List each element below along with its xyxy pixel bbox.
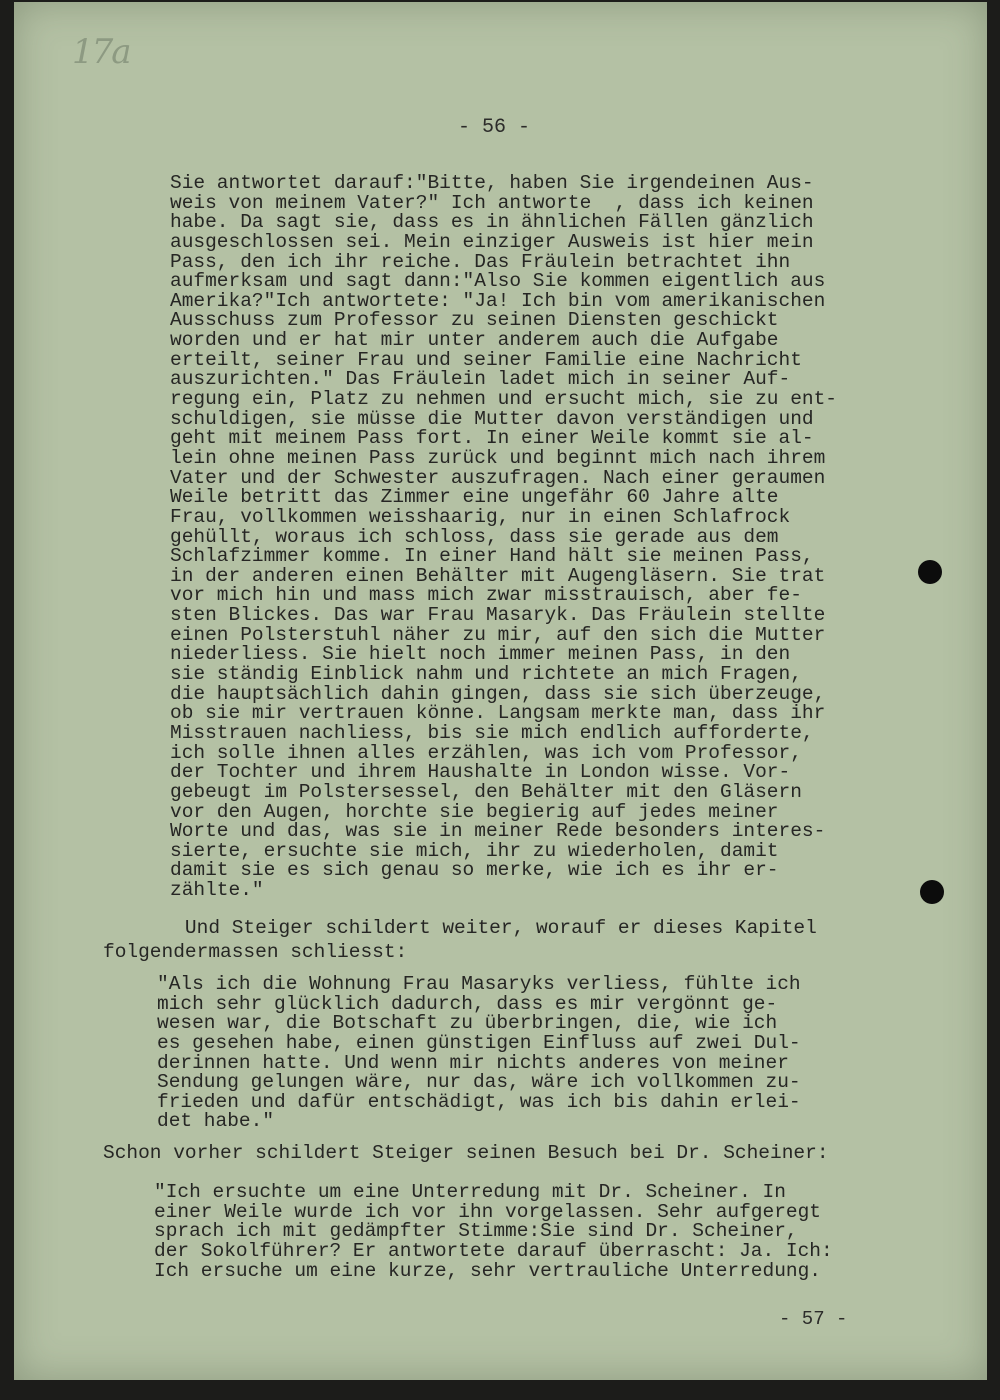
text-line: vor mich hin und mass mich zwar misstrauisch, aber fe- <box>170 584 802 607</box>
text-line: es gesehen habe, einen günstigen Einfluss auf zwei Dul- <box>157 1031 801 1054</box>
text-line: geht mit meinem Pass fort. In einer Weile kommt sie al- <box>170 427 814 450</box>
text-line: einer Weile wurde ich vor ihn vorgelassen. Sehr aufgeregt <box>154 1200 822 1223</box>
text-line: der Tochter und ihrem Haushalte in London wisse. Vor- <box>170 761 791 784</box>
text-line: folgendermassen schliesst: <box>103 941 408 963</box>
text-line: "Ich ersuchte um eine Unterredung mit Dr. Scheiner. In <box>154 1181 786 1203</box>
text-line: Und Steiger schildert weiter, worauf er dieses Kapitel <box>103 917 817 939</box>
paragraph-transition <box>103 916 817 964</box>
text-line: regung ein, Platz zu nehmen und ersucht mich, sie zu ent- <box>170 388 838 411</box>
quote-scheiner-visit <box>154 1183 833 1281</box>
text-line: damit sie es sich genau so merke, wie ich es ihr er- <box>170 859 779 882</box>
text-line: det habe." <box>157 1110 275 1133</box>
text-line: habe. Da sagt sie, dass es in ähnlichen Fällen gänzlich <box>170 211 814 234</box>
paragraph-main <box>170 174 837 901</box>
text-line: Misstrauen nachliess, bis sie mich endlich aufforderte, <box>170 721 814 744</box>
text-line: ich solle ihnen alles erzählen, was ich vom Professor, <box>170 741 802 764</box>
text-line: Weile betritt das Zimmer eine ungefähr 60 Jahre alte <box>170 486 779 509</box>
text-line: Amerika?"Ich antwortete: "Ja! Ich bin vom amerikanischen <box>170 289 826 312</box>
text-line: Vater und der Schwester auszufragen. Nach einer geraumen <box>170 466 826 489</box>
text-line: Ich ersuche um eine kurze, sehr vertrauliche Unterredung. <box>154 1259 822 1282</box>
text-line: Ausschuss zum Professor zu seinen Diensten geschickt <box>170 309 779 332</box>
text-line: sierte, ersuchte sie mich, ihr zu wiederholen, damit <box>170 839 779 862</box>
text-line: auszurichten." Das Fräulein ladet mich in seiner Auf- <box>170 368 791 391</box>
punch-hole-lower <box>920 880 944 904</box>
text-line: sie ständig Einblick nahm und richtete an mich Fragen, <box>170 663 802 686</box>
text-line: wesen war, die Botschaft zu überbringen, die, wie ich <box>157 1012 778 1035</box>
text-line: mich sehr glücklich dadurch, dass es mir vergönnt ge- <box>157 992 778 1015</box>
text-line: Worte und das, was sie in meiner Rede besonders interes- <box>170 820 826 843</box>
text-line: sprach ich mit gedämpfter Stimme:Sie sind Dr. Scheiner, <box>154 1220 798 1243</box>
text-line: zählte." <box>170 879 264 902</box>
text-line: vor den Augen, horchte sie begierig auf jedes meiner <box>170 800 779 823</box>
text-line: worden und er hat mir unter anderem auch die Aufgabe <box>170 329 779 352</box>
handwritten-page-mark: 17a <box>72 32 130 72</box>
text-line: der Sokolführer? Er antwortete darauf überrascht: Ja. Ich: <box>154 1239 833 1262</box>
quote-masaryk-visit <box>157 975 801 1132</box>
text-line: Pass, den ich ihr reiche. Das Fräulein betrachtet ihn <box>170 250 791 273</box>
text-line: einen Polsterstuhl näher zu mir, auf den sich die Mutter <box>170 623 826 646</box>
text-line: erteilt, seiner Frau und seiner Familie eine Nachricht <box>170 348 802 371</box>
text-line: die hauptsächlich dahin gingen, dass sie sich überzeuge, <box>170 682 826 705</box>
punch-hole-upper <box>918 560 942 584</box>
next-page-number: - 57 - <box>779 1308 848 1330</box>
text-line: sten Blickes. Das war Frau Masaryk. Das Fräulein stellte <box>170 604 826 627</box>
text-line: Sendung gelungen wäre, nur das, wäre ich vollkommen zu- <box>157 1071 801 1094</box>
text-line: frieden und dafür entschädigt, was ich bis dahin erlei- <box>157 1090 801 1113</box>
text-line: Schlafzimmer komme. In einer Hand hält sie meinen Pass, <box>170 545 814 568</box>
text-line: Frau, vollkommen weisshaarig, nur in einen Schlafrock <box>170 505 791 528</box>
text-line: ob sie mir vertrauen könne. Langsam merkte man, dass ihr <box>170 702 826 725</box>
text-line: in der anderen einen Behälter mit Augengläsern. Sie trat <box>170 564 826 587</box>
text-line: schuldigen, sie müsse die Mutter davon verständigen und <box>170 407 814 430</box>
text-line: "Als ich die Wohnung Frau Masaryks verliess, fühlte ich <box>157 973 801 995</box>
text-line: gebeugt im Polstersessel, den Behälter mit den Gläsern <box>170 780 802 803</box>
text-line: ausgeschlossen sei. Mein einziger Ausweis ist hier mein <box>170 230 814 253</box>
text-line: weis von meinem Vater?" Ich antworte , dass ich keinen <box>170 191 814 214</box>
text-line: lein ohne meinen Pass zurück und beginnt mich nach ihrem <box>170 446 826 469</box>
page-number: - 56 - <box>458 116 531 139</box>
text-line: derinnen hatte. Und wenn mir nichts anderes von meiner <box>157 1051 789 1074</box>
paragraph-scheiner-intro: Schon vorher schildert Steiger seinen Besuch bei Dr. Scheiner: <box>103 1142 829 1164</box>
text-line: aufmerksam und sagt dann:"Also Sie kommen eigentlich aus <box>170 270 826 293</box>
text-line: gehüllt, woraus ich schloss, dass sie gerade aus dem <box>170 525 779 548</box>
text-line: niederliess. Sie hielt noch immer meinen Pass, in den <box>170 643 791 666</box>
text-line: Sie antwortet darauf:"Bitte, haben Sie irgendeinen Aus- <box>170 172 814 194</box>
